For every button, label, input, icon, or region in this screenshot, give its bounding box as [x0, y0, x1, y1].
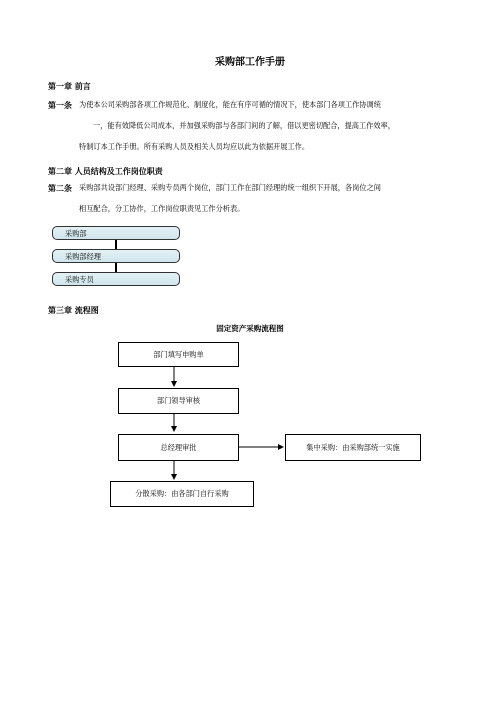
flow-step-decentral-purchase: 分散采购：由各部门自行采购 [110, 481, 254, 507]
org-box-purchasing-dept: 采购部 [52, 226, 180, 240]
flow-step-fill-requisition: 部门填写申购单 [118, 342, 239, 367]
article-2-line-1: 采购部共设部门经理、采购专员两个岗位，部门工作在部门经理的统一组织下开展，各岗位之间 [79, 183, 381, 192]
article-1-label: 第一条 [48, 100, 72, 110]
org-box-specialist: 采购专员 [52, 272, 180, 286]
flow-step-gm-approval: 总经理审批 [118, 434, 239, 461]
flowchart-title: 固定资产采购流程图 [216, 324, 284, 333]
article-2-label: 第二条 [48, 183, 72, 193]
chapter-1-heading: 第一章 前言 [48, 81, 91, 91]
article-1-line-2: 一，能有效降低公司成本，并加强采购部与各部门间的了解，借以更密切配合，提高工作效率， [93, 121, 395, 130]
article-2-line-2: 相互配合，分工协作，工作岗位职责见工作分析表。 [79, 204, 245, 213]
flow-step-central-purchase: 集中采购：由采购部统一实施 [285, 434, 421, 461]
flow-step-leader-review: 部门领导审核 [118, 388, 239, 414]
article-1-line-3: 特制订本工作手册。所有采购人员及相关人员均应以此为依据开展工作。 [79, 142, 310, 151]
chapter-3-heading: 第三章 流程图 [48, 305, 99, 315]
page-title: 采购部工作手册 [215, 57, 285, 68]
chapter-2-heading: 第二章 人员结构及工作岗位职责 [48, 166, 163, 176]
article-1-line-1: 为使本公司采购部各项工作规范化、制度化，能在有序可循的情况下，使本部门各项工作协调统 [79, 100, 381, 109]
org-box-manager: 采购部经理 [52, 249, 180, 263]
